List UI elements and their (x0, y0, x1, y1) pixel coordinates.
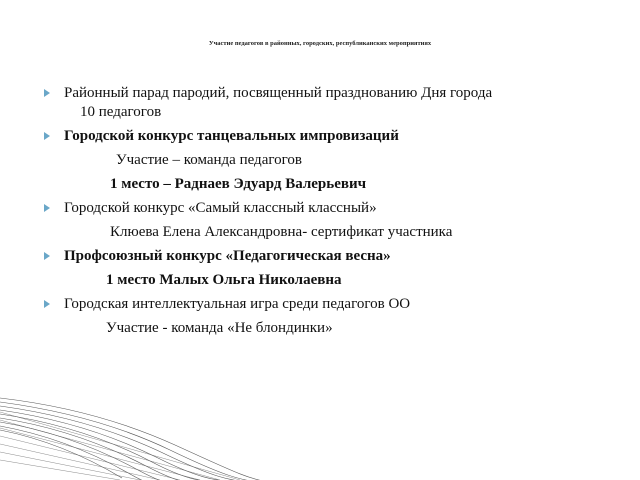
item-subtext: 10 педагогов (80, 104, 162, 120)
item-text: Городской конкурс танцевальных импровизаций (64, 128, 399, 144)
indented-line: Участие - команда «Не блондинки» (106, 320, 333, 336)
list-item (44, 247, 604, 266)
list-item (44, 84, 604, 122)
item-text: Районный парад пародий, посвященный празднованию Дня города (64, 85, 493, 101)
indented-line: 1 место Малых Ольга Николаевна (106, 272, 342, 288)
list-item (44, 295, 604, 314)
item-text: Профсоюзный конкурс «Педагогическая весна» (64, 248, 391, 264)
list-item (44, 199, 604, 218)
triangle-bullet-icon (44, 89, 50, 97)
triangle-bullet-icon (44, 204, 50, 212)
slide-content (44, 84, 604, 343)
triangle-bullet-icon (44, 300, 50, 308)
indented-line: Клюева Елена Александровна- сертификат участника (110, 224, 453, 240)
triangle-bullet-icon (44, 132, 50, 140)
list-item (44, 127, 604, 146)
slide-title: Участие педагогов в районных, городских, республиканских мероприятиях (208, 40, 432, 47)
item-text: Городская интеллектуальная игра среди педагогов ОО (64, 296, 411, 312)
triangle-bullet-icon (44, 252, 50, 260)
indented-line: Участие – команда педагогов (116, 152, 302, 168)
indented-line: 1 место – Раднаев Эдуард Валерьевич (110, 176, 367, 192)
item-text: Городской конкурс «Самый классный классный» (64, 200, 377, 216)
